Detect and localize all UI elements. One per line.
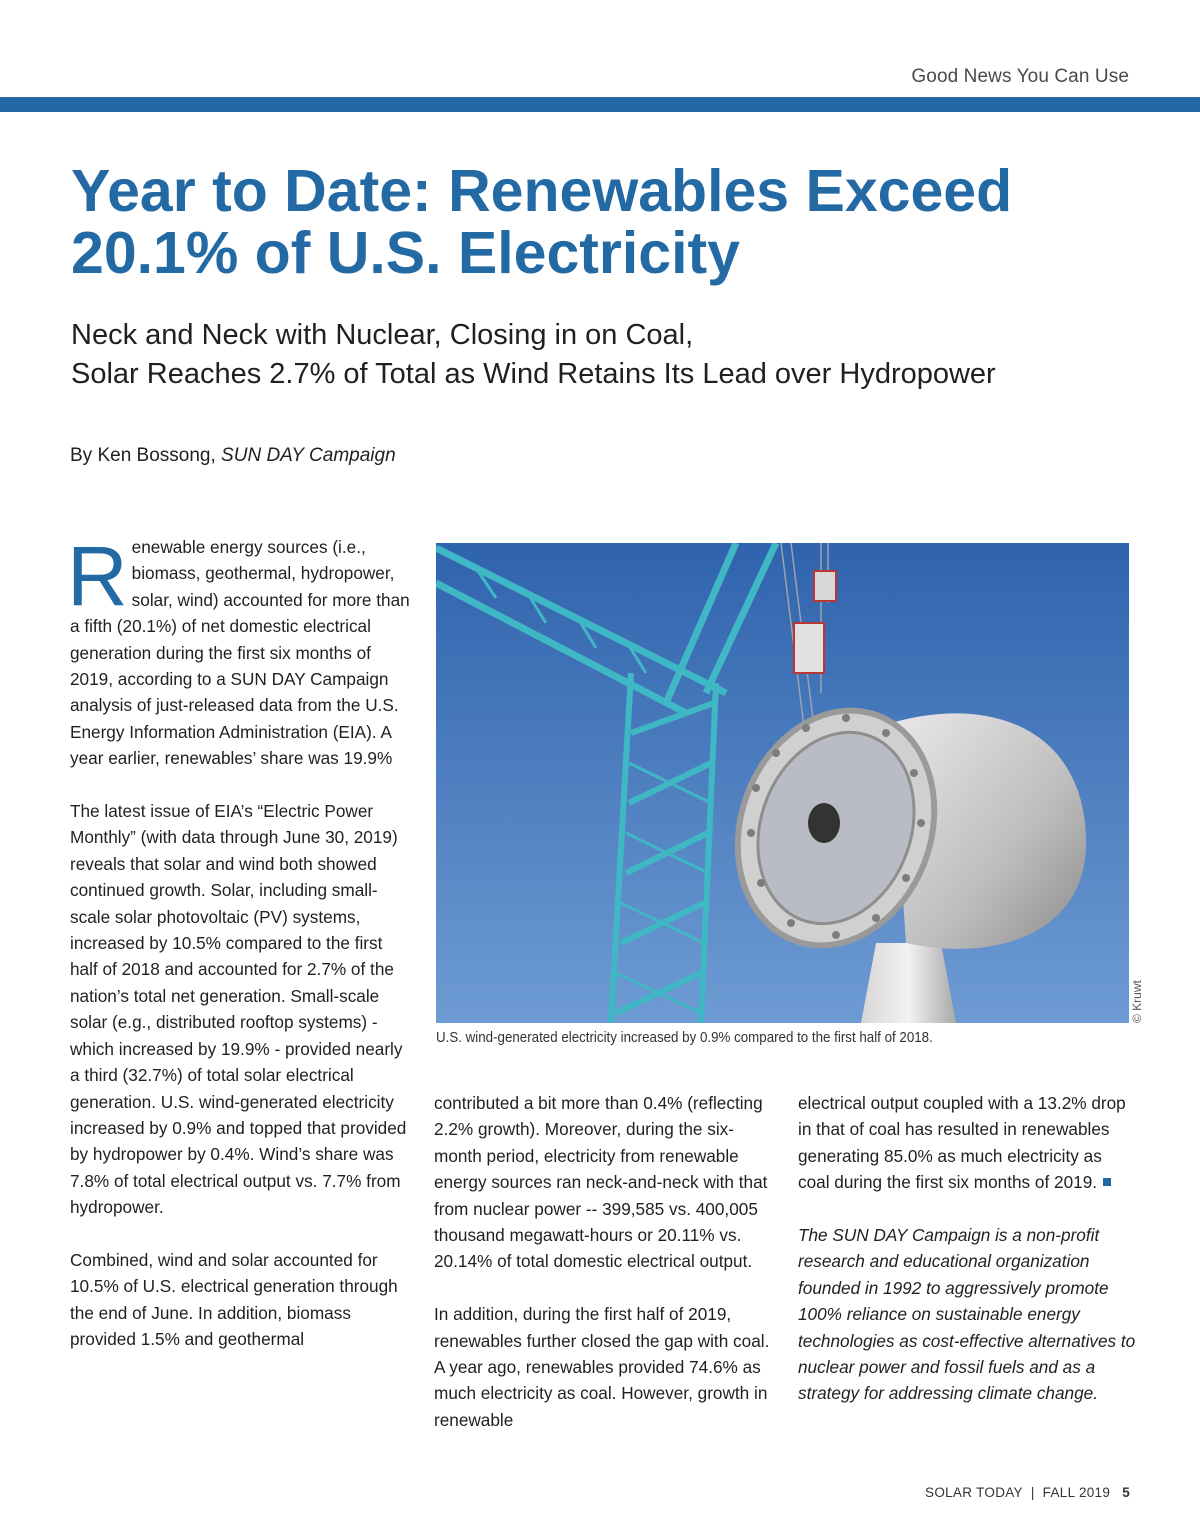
article-subtitle [71,316,1171,394]
paragraph-2: The latest issue of EIA’s “Electric Power Monthly” (with data through June 30, 2019) reveals that solar and wind both showed continued growth. Solar, including small-scale solar photovoltaic (PV) systems, increased by 10.5% compared to the first half of 2018 and accounted for 2.7% of the nation’s total net generation. Small-scale solar (e.g., distributed rooftop systems) - which increased by 19.9% - provided nearly a third (32.7%) of total solar electrical generation. U.S. wind-generated electricity increased by 0.9% and topped that provided by hydropower by 0.4%. Wind’s share was 7.8% of total electrical output vs. 7.7% from hydropower. [70,801,407,1218]
page-footer [925,1485,1130,1500]
section-label: Good News You Can Use [911,66,1129,87]
organization-note: The SUN DAY Campaign is a non-profit research and educational organization founded in 1992 to aggressively promote 100% reliance on sustainable energy technologies as cost-effective alternatives to nuclear power and fossil fuels and as a strategy for addressing climate change. [798,1225,1136,1404]
turbine-tower [861,943,956,1023]
hook-block-lower [794,623,824,673]
paragraph-1 [67,529,410,772]
wind-turbine-photo [436,543,1129,1023]
article-title: Year to Date: Renewables Exceed 20.1% of U.S. Electricity [71,158,1013,286]
photo-caption: U.S. wind-generated electricity increased by 0.9% compared to the first half of 2018. [436,1030,933,1046]
paragraph-3: Combined, wind and solar accounted for 10.5% of U.S. electrical generation through the end of June. In addition, biomass provided 1.5% and geothermal [70,1249,398,1350]
paragraph-5: In addition, during the first half of 2019, renewables further closed the gap with coal. A year ago, renewables provided 74.6% as much electricity as coal. However, growth in renewable [434,1304,770,1430]
footer-issue: FALL 2019 [1042,1485,1111,1500]
byline-organization: SUN DAY Campaign [221,445,396,466]
hook-block-upper [814,571,836,601]
drop-cap: R [67,529,128,623]
footer-magazine: SOLAR TODAY [925,1485,1023,1500]
byline-author: By Ken Bossong, [70,445,222,466]
paragraph-4: contributed a bit more than 0.4% (reflecting 2.2% growth). Moreover, during the six-month period, electricity from renewable energy sources ran neck-and-neck with that from nuclear power -- 399,585 vs. 400,005 thousand megawatt-hours or 20.11% vs. 20.14% of total domestic electrical output. [434,1093,768,1272]
turbine-hub-center [808,803,840,843]
subtitle-line-1: Neck and Neck with Nuclear, Closing in on Coal, [71,319,694,351]
paragraph-6-text: electrical output coupled with a 13.2% drop in that of coal has resulted in renewables generating 85.0% as much electricity as coal during the first six months of 2019. [798,1093,1126,1193]
page-number: 5 [1122,1485,1130,1500]
article-column-1 [67,529,410,1379]
footer-separator: | [1030,1485,1035,1500]
subtitle-line-2: Solar Reaches 2.7% of Total as Wind Retains Its Lead over Hydropower [71,358,996,390]
header-rule [0,97,1200,112]
photo-credit: © Kruwt [1130,980,1144,1023]
byline [70,445,396,467]
paragraph-1-text: enewable energy sources (i.e., biomass, geothermal, hydropower, solar, wind) accounted for more than a fifth (20.1%) of net domestic electrical generation during the first six months of 2019, according to a SUN DAY Campaign analysis of just-released data from the U.S. Energy Information Administration (EIA). A year earlier, renewables’ share was 19.9% [70,537,410,769]
end-of-article-icon [1103,1178,1111,1186]
paragraph-6 [798,1090,1138,1196]
article-column-2 [434,1090,774,1460]
article-column-3 [798,1090,1138,1433]
